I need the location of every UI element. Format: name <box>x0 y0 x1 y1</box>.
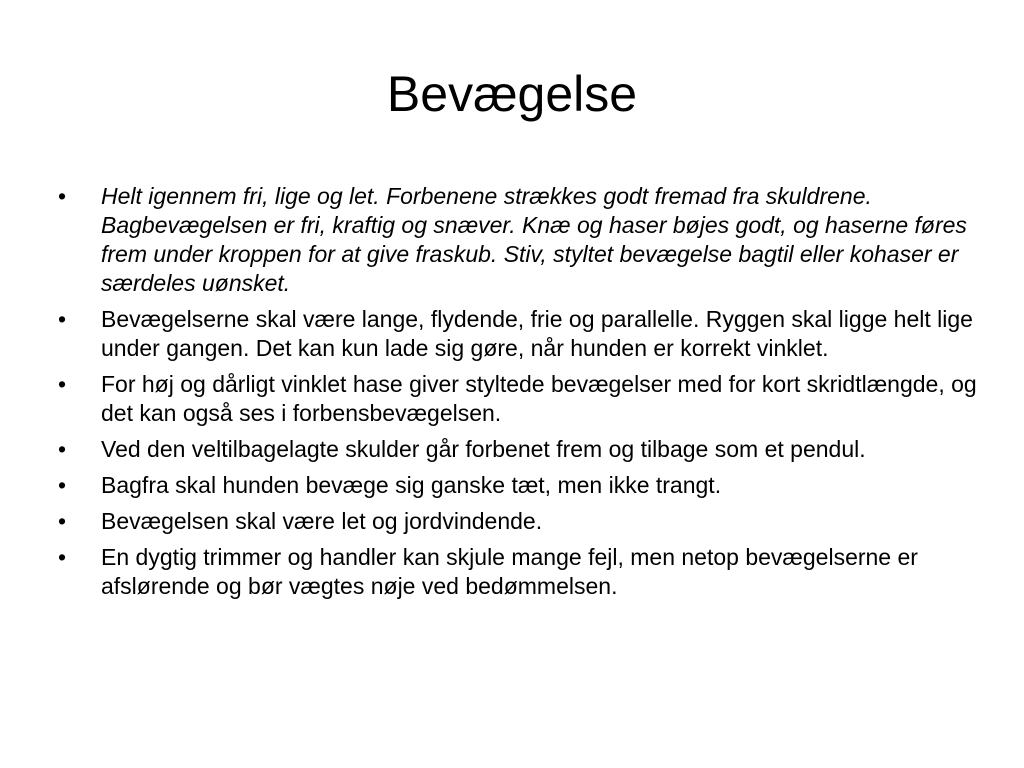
bullet-item <box>58 543 978 601</box>
bullet-text: Helt igennem fri, lige og let. Forbenene strækkes godt fremad fra skuldrene. Bagbevægelsen er fri, kraftig og snæver. Knæ og haser bøjes godt, og haserne føres frem under kroppen for at give fraskub. Stiv, styltet bevægelse bagtil eller kohaser er særdeles uønsket. <box>101 183 967 296</box>
bullet-item <box>58 305 978 363</box>
bullet-text: For høj og dårligt vinklet hase giver styltede bevægelser med for kort skridtlængde, og det kan også ses i forbensbevægelsen. <box>101 371 977 426</box>
bullet-text: Bagfra skal hunden bevæge sig ganske tæt, men ikke trangt. <box>101 472 722 498</box>
bullet-item <box>58 471 978 500</box>
bullet-text: Bevægelserne skal være lange, flydende, frie og parallelle. Ryggen skal ligge helt lige under gangen. Det kan kun lade sig gøre, når hunden er korrekt vinklet. <box>101 306 973 361</box>
bullet-point-icon: • <box>58 472 67 498</box>
bullet-item <box>58 507 978 536</box>
bullet-point-icon: • <box>58 544 67 570</box>
bullet-item <box>58 182 978 298</box>
bullet-item <box>58 370 978 428</box>
bullet-point-icon: • <box>58 183 67 209</box>
bullet-point-icon: • <box>58 306 67 332</box>
bullet-list <box>58 182 978 608</box>
slide-title: Bevægelse <box>386 66 638 122</box>
bullet-text: Ved den veltilbagelagte skulder går forbenet frem og tilbage som et pendul. <box>101 436 866 462</box>
bullet-text: Bevægelsen skal være let og jordvindende. <box>101 508 543 534</box>
bullet-item <box>58 435 978 464</box>
bullet-point-icon: • <box>58 508 67 534</box>
bullet-text: En dygtig trimmer og handler kan skjule mange fejl, men netop bevægelserne er afslørende og bør vægtes nøje ved bedømmelsen. <box>101 544 918 599</box>
bullet-point-icon: • <box>58 371 67 397</box>
bullet-point-icon: • <box>58 436 67 462</box>
